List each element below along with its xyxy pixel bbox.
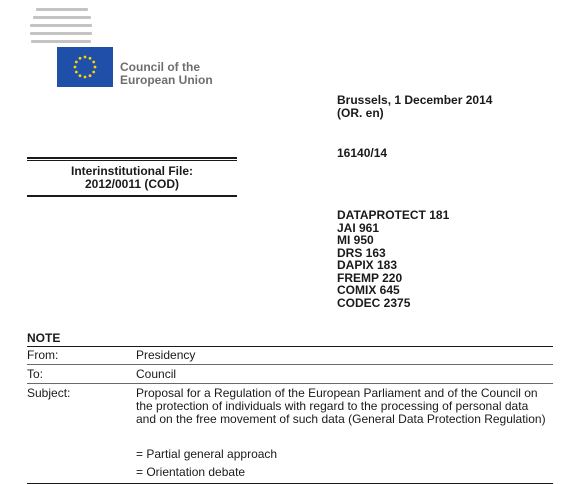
subject-item: = Partial general approach <box>136 447 278 461</box>
interinstitutional-rule-bottom <box>27 195 237 197</box>
interinstitutional-rule-top-thin <box>27 160 237 161</box>
council-name <box>120 61 213 87</box>
subject-label: Subject: <box>27 386 71 400</box>
to-value: Council <box>136 367 177 381</box>
subject-row <box>27 384 553 444</box>
date-line: Brussels, 1 December 2014 <box>337 93 493 107</box>
to-label: To: <box>27 367 44 381</box>
code-line: CODEC 2375 <box>337 295 411 310</box>
language-line: (OR. en) <box>337 106 384 120</box>
to-row <box>27 365 553 383</box>
council-name-line-2: European Union <box>120 73 213 87</box>
interinstitutional-label: Interinstitutional File: <box>71 164 193 178</box>
code-line: DATAPROTECT 181 <box>337 208 450 222</box>
code-line: DAPIX 183 <box>337 258 398 272</box>
code-line: DRS 163 <box>337 245 386 260</box>
from-label: From: <box>27 348 59 362</box>
document-number: 16140/14 <box>337 146 388 160</box>
council-logo-arcs <box>30 8 92 48</box>
interinstitutional-rule-top <box>27 157 237 159</box>
date-block <box>337 94 492 120</box>
code-line: JAI 961 <box>337 220 380 235</box>
code-line: COMIX 645 <box>337 283 400 297</box>
subject-value: Proposal for a Regulation of the European Parliament and of the Council on the protection of individuals with regard to the processing of personal data and on the free movement of such data (General Data Protection Regulation) <box>136 386 546 426</box>
note-heading: NOTE <box>27 331 61 345</box>
interinstitutional-value: 2012/0011 (COD) <box>84 177 180 191</box>
council-name-line-1: Council of the <box>120 60 200 74</box>
subject-item: = Orientation debate <box>136 465 246 479</box>
eu-flag-icon <box>57 47 113 87</box>
code-line: MI 950 <box>337 233 374 247</box>
code-line: FREMP 220 <box>337 270 403 285</box>
from-value: Presidency <box>136 348 196 362</box>
from-row <box>27 346 553 364</box>
classification-codes <box>337 209 449 309</box>
interinstitutional-file <box>27 165 237 191</box>
